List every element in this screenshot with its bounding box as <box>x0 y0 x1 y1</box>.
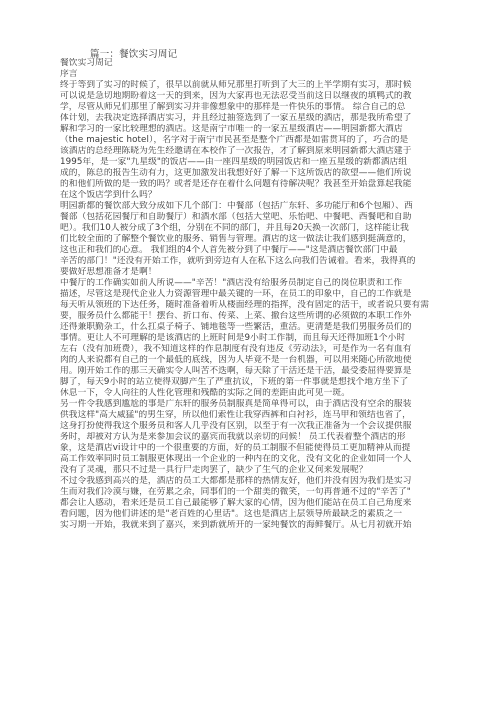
body-line: 左右（没有加班费），我不知道这样的作息制度有没有违反《劳动法》，可是作为一名有血有 <box>60 344 412 354</box>
body-line: 生而对我们冷漠与嫌，在劳累之余，同事们的一个甜美的微笑，一句再普通不过的"辛苦了" <box>60 487 411 497</box>
body-line: 高工作效率同时员工制服更体现出一个企业的一种内在的文化，没有文化的企业如同一个人 <box>60 454 412 464</box>
body-line: 终于等到了实习的时候了，很早以前就从师兄那里打听到了大三的上半学期有实习，那时候 <box>60 80 412 90</box>
body-line: 这也正和我们的心意。 我们组的4个人首先被分到了中餐厅——"这是酒店餐饮部门中最 <box>60 245 398 255</box>
body-line: 该酒店的总经理陈晓为先生经邀请在本校作了一次报告，才了解到原来明园新都大酒店建于 <box>60 146 412 156</box>
body-line: 没有了灵魂，那只不过是一具行尸走肉罢了，缺少了生气的企业又何来发展呢？ <box>60 465 368 475</box>
body-line: 辛苦的部门！"还没有开始工作，就听到旁边有人在私下这么向我们告诫着。看来，我得真的 <box>60 256 416 266</box>
body-line: 们比较全面的了解整个餐饮业的服务、销售与管理。酒店的这一做法让我们感到挺满意的， <box>60 234 412 244</box>
body-line: 每天听从领班的下达任务，随时准备着听从楼面经理的指挥，没有固定的活干，或者说只要有需 <box>60 300 430 310</box>
body-line: 吧）。我们10人被分成了3个组，分别在不同的部门，并且每20天换一次部门，这样能让我 <box>60 223 409 233</box>
body-line: 描述，尽管这是现代企业人力资源管理中最关键的一环，在员工的印象中，自己的工作就是 <box>60 289 412 299</box>
body-line: 还得兼职勤杂工，什么扛桌子椅子、铺地毯等一些繁活，重活。更清楚是我们男服务员们的 <box>60 322 412 332</box>
body-line: 事情。更让人不可理解的是该酒店的上班时间是9小时工作制，而且每天还得加班1个小时 <box>60 333 406 343</box>
body-line: 1995年，是一家"九星级"的饭店——由一座四星级的明园饭店和一座五星级的新都酒店组 <box>60 157 408 167</box>
body-line: 另一件令我感到尴尬的事是广东轩的服务员制服真是简单得可以，由于酒店没有空余的服装 <box>60 399 412 409</box>
body-line: 供我这样"高大威猛"的男生穿，所以他们索性让我穿西裤和白衬衫，连马甲和领结也省了， <box>60 410 411 420</box>
body-line: 这身打扮使得我这个服务员和客人几乎没有区别，以至于有一次我正准备为一个会议提供服 <box>60 421 412 431</box>
body-line: 休息一下，令人向往的人性化管理和残酷的实际之间的差距由此可见一斑。 <box>60 388 350 398</box>
body-line: 餐部（包括花园餐厅和自助餐厅）和酒水部（包括大堂吧、乐怡吧、中餐吧、西餐吧和自助 <box>60 212 412 222</box>
body-line: 解和学习的一家比较理想的酒店。这是南宁市唯一的一家五星级酒店——明园新都大酒店 <box>60 124 403 134</box>
body-line: 肉的人来说都有自己的一个最低的底线，因为人毕竟不是一台机器，可以用来随心所欲地使 <box>60 355 412 365</box>
body-line: 务时，却被对方认为是来参加会议的嘉宾而我就以亲切的问候！ 员工代表着整个酒店的形 <box>60 432 406 442</box>
body-line: 餐饮实习周记 <box>60 58 113 68</box>
body-line: 看问题，因为他们讲述的是"老百姓的心里话"。这也是酒店上层领导所最缺乏的素质之一 <box>60 509 403 519</box>
body-line: 的和他们所做的是一致的吗？或者是还存在着什么问题有待解决呢？我甚至开始盘算起我能 <box>60 179 412 189</box>
body-line: 要做好思想准备才是啊！ <box>60 267 157 277</box>
document-body <box>60 58 436 531</box>
body-line: 实习期一开始，我就来到了嘉兴，来到新就所开的一家纯餐饮的海鲜餐厅。从七月初就开始 <box>60 520 412 530</box>
body-line: 都会让人感动，看来还是员工自己最能够了解大家的心情，因为他们能站在员工自己角度来 <box>60 498 412 508</box>
body-line: 可以说是急切地期盼着这一天的到来，因为大家再也无法忍受当前这日以继夜的填鸭式的教 <box>60 91 412 101</box>
body-line: 中餐厅的工作确实如前人所说——"辛苦！"酒店没有给服务员制定自己的岗位职责和工作 <box>60 278 403 288</box>
body-line: 象，这是酒店vi设计中的一个很重要的方面，好的员工制服不但能使得员工更加精神从而提 <box>60 443 411 453</box>
body-line: 学，尽管从师兄们那里了解到实习并非像想象中的那样是一件快乐的事情。 综合自己的总 <box>60 102 406 112</box>
body-line: 不过令我感到高兴的是，酒店的员工大都都是那样的热情友好，他们并没有因为我们是实习 <box>60 476 412 486</box>
body-line: 成的，陈总的报告生动有力，这更加激发出我想好好了解一下这所饭店的欲望——他们所说 <box>60 168 412 178</box>
body-line: 在这个饭店学到什么吗？ <box>60 190 157 200</box>
body-line: 要，服务员什么都能干！摆台、折口布、传菜、上菜、撤台这些所谓的必须做的本职工作外 <box>60 311 412 321</box>
body-line: 体计划，去我决定选择酒店实习，并且经过抽签选到了一家五星级的酒店，那是我所希望了 <box>60 113 412 123</box>
body-line: 脚了，每天9小时的站立使得双脚产生了严重抗议，下班的第一件事就是想找个地方坐下了 <box>60 377 409 387</box>
body-line: 明园新都的餐饮部大致分成如下几个部门：中餐部（包括广东轩、多功能厅和6个包厢）、西 <box>60 201 413 211</box>
body-line: （the majestic hotel），名字对于南宁市民甚至是整个广西都是如雷贯耳的了，巧合的是 <box>60 135 409 145</box>
document-title: 篇一：餐饮实习周记 <box>90 49 178 60</box>
body-line: 序言 <box>60 69 78 79</box>
body-line: 用。刚开始工作的那三天确实令人叫苦不迭啊，每天除了干活还是干活，最受委屈得要算是 <box>60 366 412 376</box>
